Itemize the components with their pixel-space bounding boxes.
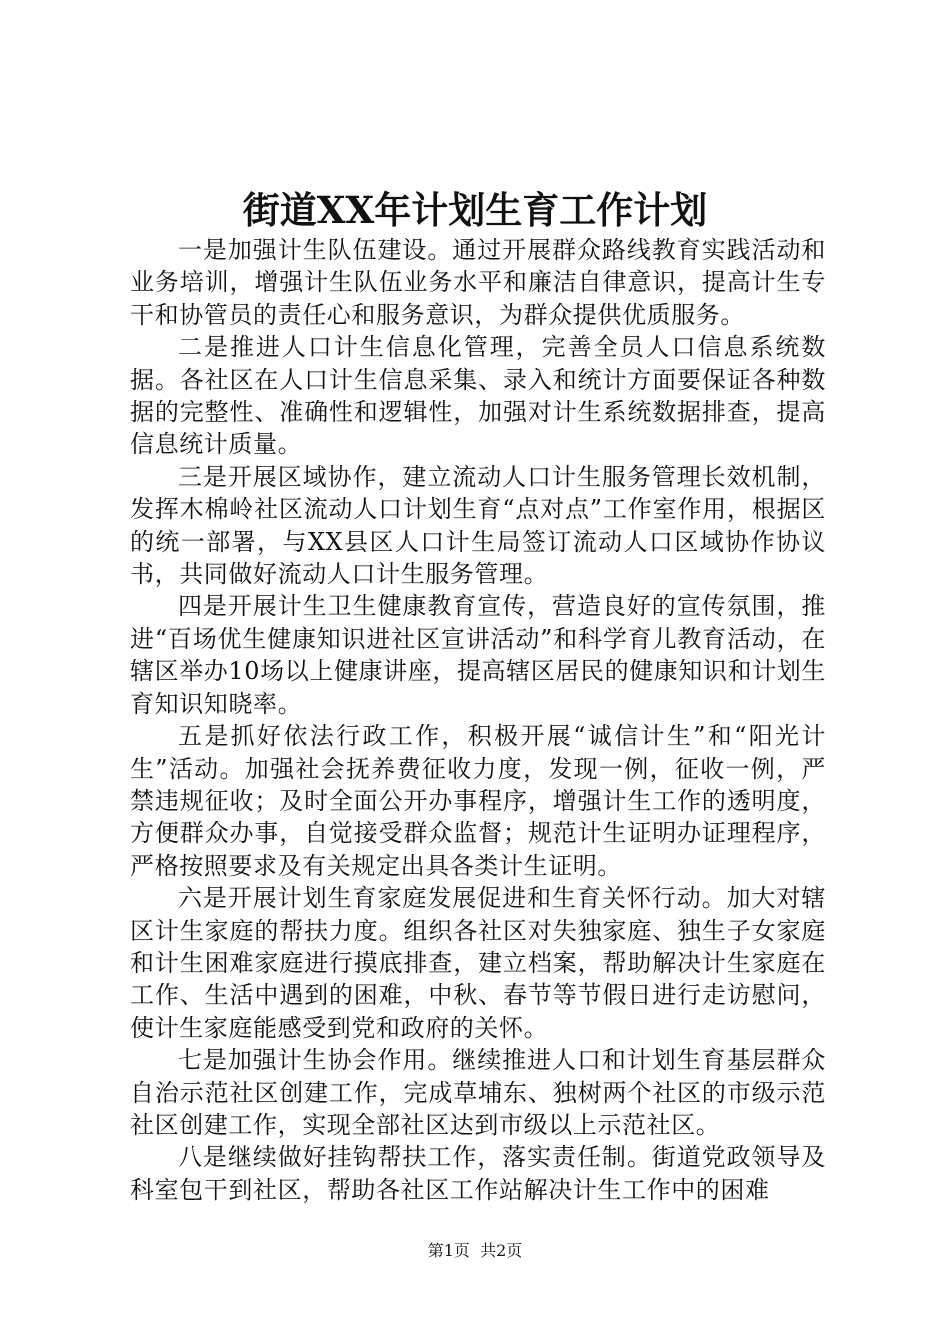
paragraph-2: 二是推进人口计生信息化管理，完善全员人口信息系统数据。各社区在人口计生信息采集、录入和统计方面要保证各种数据的完整性、准确性和逻辑性，加强对计生系统数据排查，提高信息统计质量。 bbox=[130, 333, 826, 459]
paragraph-1: 一是加强计生队伍建设。通过开展群众路线教育实践活动和业务培训，增强计生队伍业务水平和廉洁自律意识，提高计生专干和协管员的责任心和服务意识，为群众提供优质服务。 bbox=[130, 236, 826, 329]
document-body bbox=[130, 234, 826, 1206]
paragraph-4: 四是开展计生卫生健康教育宣传，营造良好的宣传氛围，推进“百场优生健康知识进社区宣讲活动”和科学育儿教育活动，在辖区举办10场以上健康讲座，提高辖区居民的健康知识和计划生育知识知晓率。 bbox=[130, 592, 826, 718]
page-number-footer: 第1页 共2页 bbox=[427, 1241, 523, 1260]
paragraph-6: 六是开展计划生育家庭发展促进和生育关怀行动。加大对辖区计生家庭的帮扶力度。组织各社区对失独家庭、独生子女家庭和计生困难家庭进行摸底排查，建立档案，帮助解决计生家庭在工作、生活中遇到的困难，中秋、春节等节假日进行走访慰问，使计生家庭能感受到党和政府的关怀。 bbox=[130, 884, 826, 1042]
paragraph-7: 七是加强计生协会作用。继续推进人口和计划生育基层群众自治示范社区创建工作，完成草埔东、独树两个社区的市级示范社区创建工作，实现全部社区达到市级以上示范社区。 bbox=[130, 1046, 826, 1139]
paragraph-5: 五是抓好依法行政工作，积极开展“诚信计生”和“阳光计生”活动。加强社会抚养费征收力度，发现一例，征收一例，严禁违规征收；及时全面公开办事程序，增强计生工作的透明度，方便群众办事，自觉接受群众监督；规范计生证明办证理程序，严格按照要求及有关规定出具各类计生证明。 bbox=[130, 722, 826, 880]
document-title: 街道XX年计划生育工作计划 bbox=[242, 188, 708, 232]
paragraph-3: 三是开展区域协作，建立流动人口计生服务管理长效机制，发挥木棉岭社区流动人口计划生育“点对点”工作室作用，根据区的统一部署，与XX县区人口计生局签订流动人口区域协作协议书，共同做好流动人口计生服务管理。 bbox=[130, 462, 826, 589]
paragraph-8: 八是继续做好挂钩帮扶工作，落实责任制。街道党政领导及科室包干到社区，帮助各社区工作站解决计生工作中的困难 bbox=[130, 1143, 826, 1204]
